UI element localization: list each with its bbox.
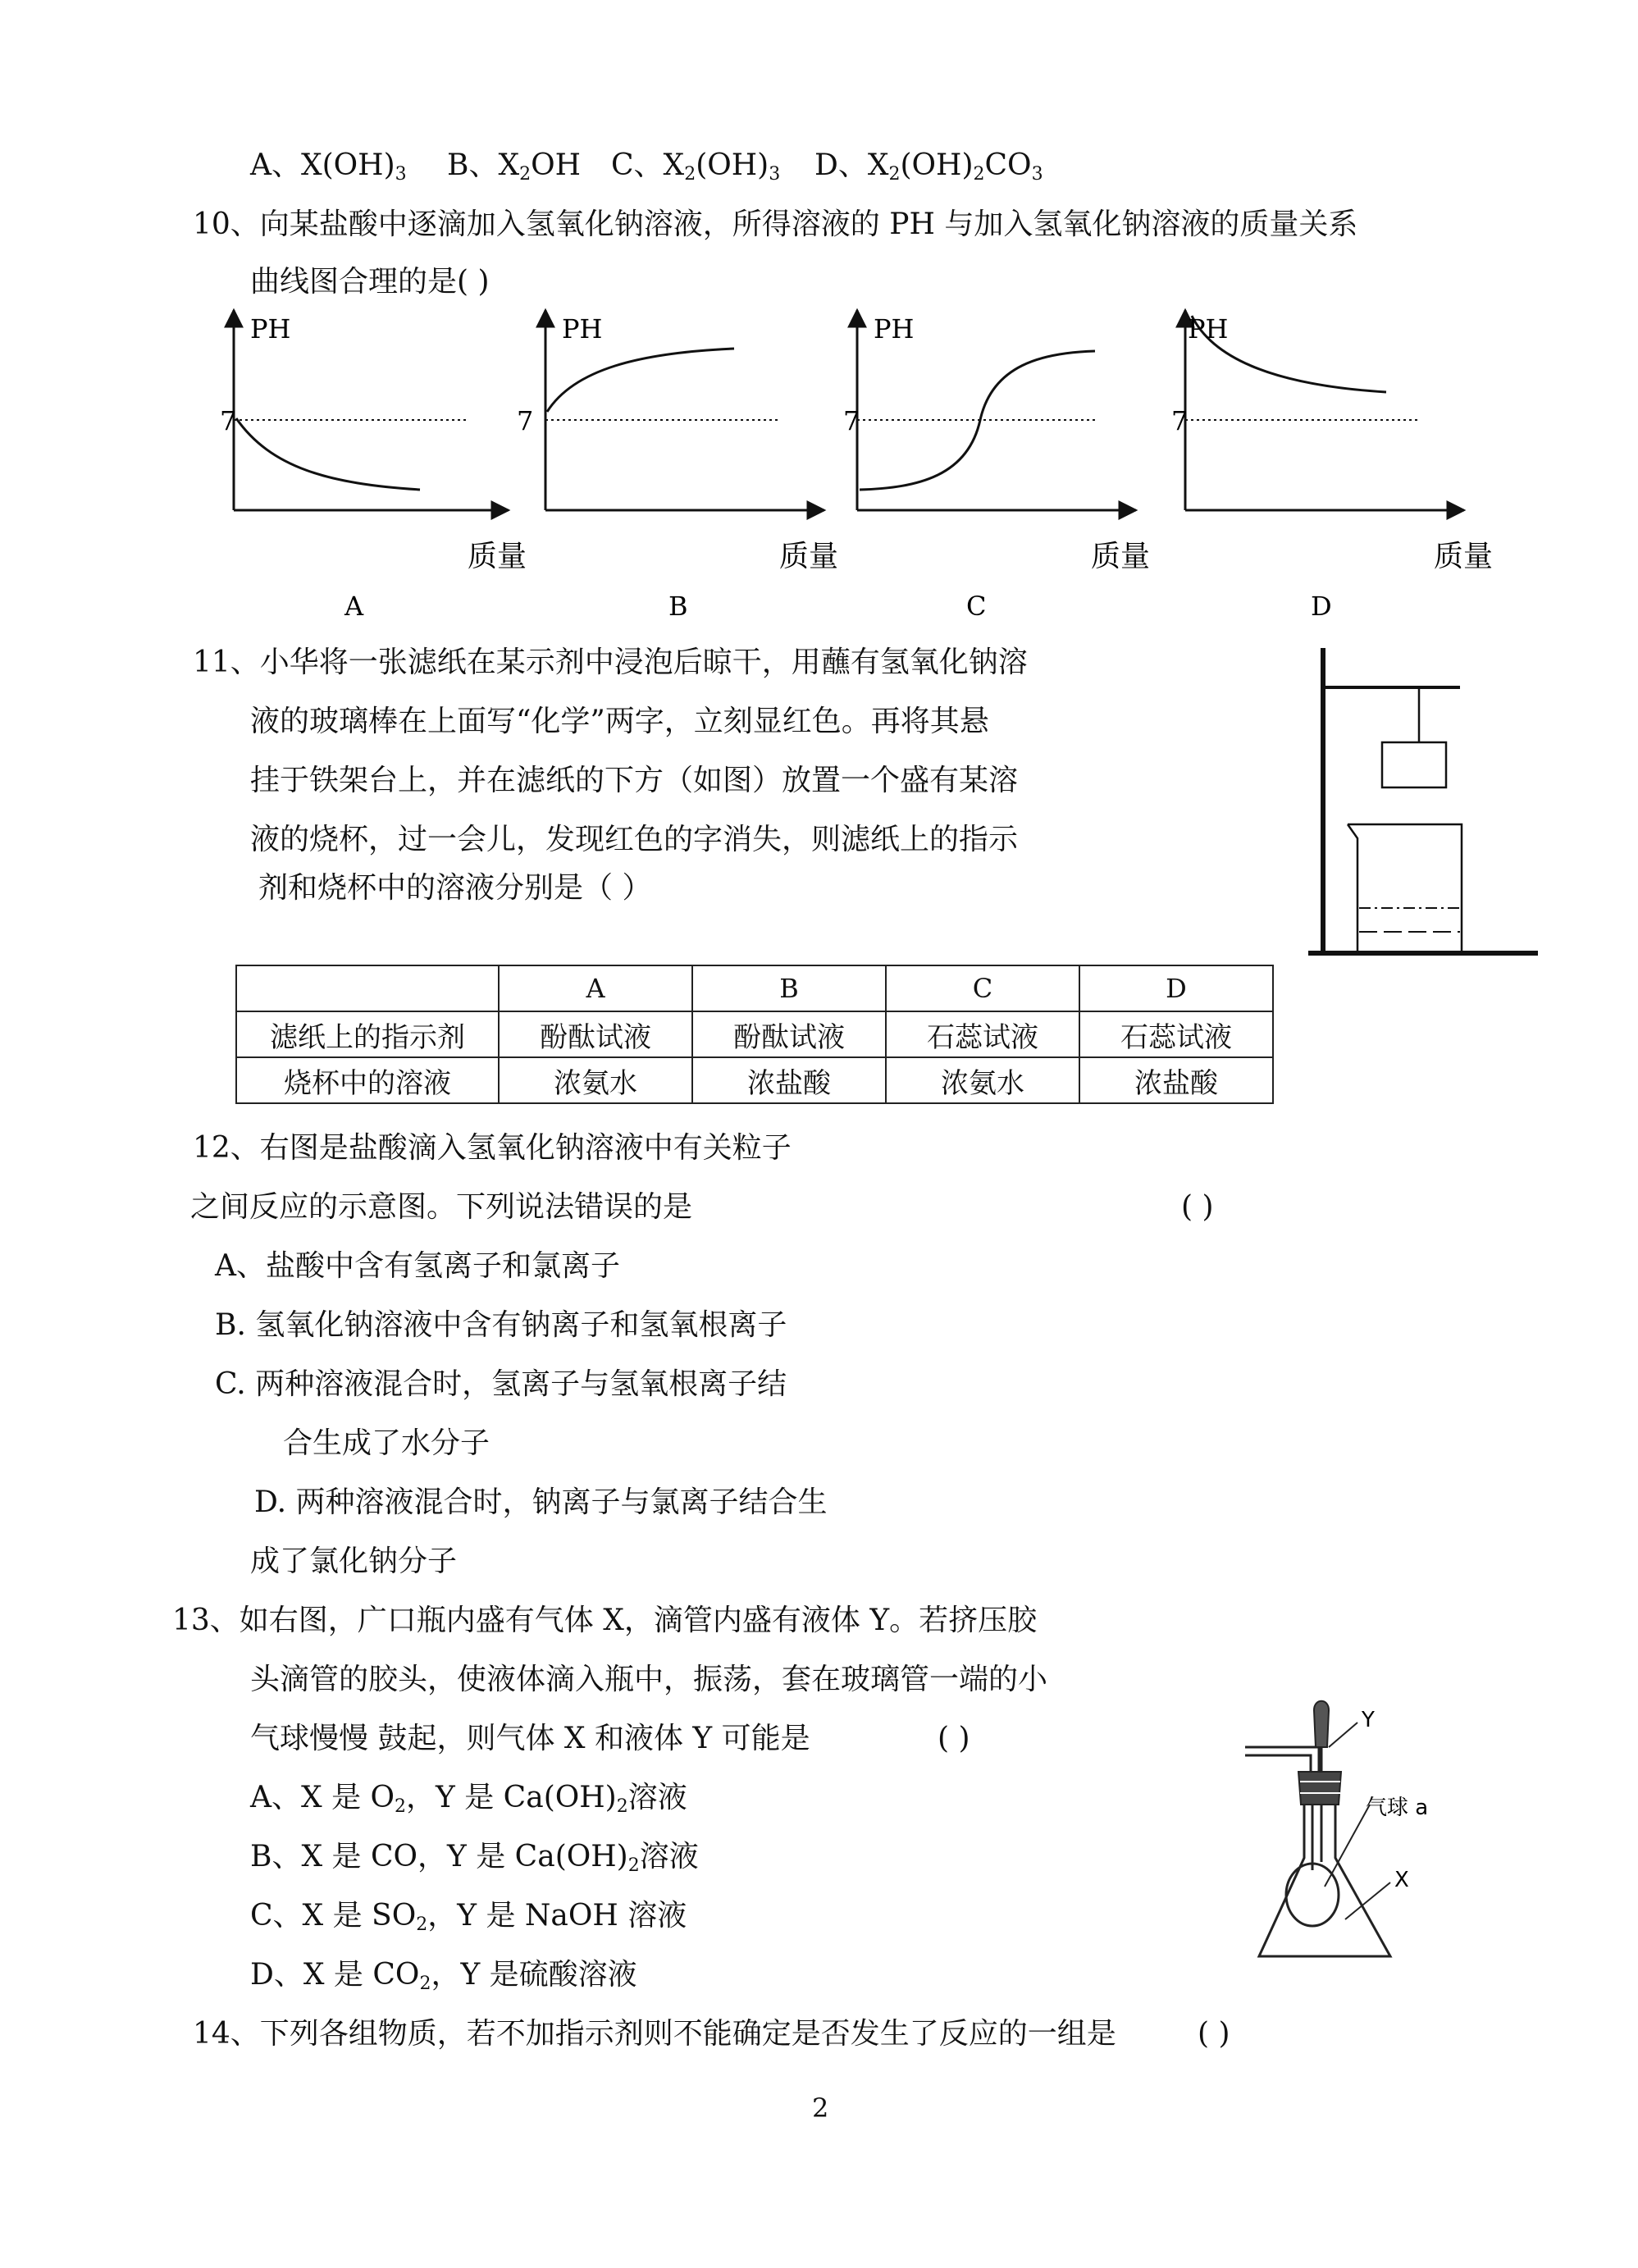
- leader-balloon: [1325, 1805, 1370, 1887]
- table-cell: B: [692, 965, 886, 1011]
- graph-c-letter: C: [966, 591, 987, 622]
- table-cell: 酚酞试液: [499, 1011, 692, 1057]
- graph-d-seven: 7: [1171, 405, 1189, 436]
- graph-a-curve: [236, 418, 420, 490]
- graph-b-y-label: PH: [562, 313, 603, 345]
- q12-option-c-line2: 合生成了水分子: [283, 1426, 490, 1460]
- q10-stem-line2: 曲线图合理的是( ): [250, 265, 490, 299]
- table-cell: 浓氨水: [499, 1057, 692, 1103]
- q14-stem: 14、下列各组物质，若不加指示剂则不能确定是否发生了反应的一组是: [193, 2017, 1116, 2051]
- q9-option-a: A、$X(OH)_3$: [250, 148, 407, 185]
- graph-d: [1171, 310, 1493, 622]
- graph-d-x-label: 质量: [1434, 540, 1494, 573]
- graph-a-letter: A: [344, 591, 364, 622]
- graph-a: [220, 310, 527, 622]
- q12-option-d-line1: D. 两种溶液混合时，钠离子与氯离子结合生: [254, 1485, 828, 1519]
- fig-label-balloon: 气球 a: [1366, 1796, 1429, 1820]
- graph-b-x-label: 质量: [779, 540, 839, 573]
- q11-stem-line1: 11、小华将一张滤纸在某示剂中浸泡后晾干，用蘸有氢氧化钠溶: [193, 646, 1028, 679]
- table-cell: 烧杯中的溶液: [236, 1057, 499, 1103]
- balloon-a: [1286, 1864, 1339, 1926]
- q11-stem-line5: 剂和烧杯中的溶液分别是（ ）: [258, 871, 652, 905]
- graph-c: [843, 310, 1150, 622]
- graph-c-x-label: 质量: [1091, 540, 1151, 573]
- filter-paper: [1382, 742, 1446, 787]
- fig-label-x: X: [1394, 1868, 1409, 1892]
- q10-stem-line1: 10、向某盐酸中逐滴加入氢氧化钠溶液，所得溶液的 PH 与加入氢氧化钠溶液的质量关系: [193, 208, 1358, 241]
- q12-option-a: A、盐酸中含有氢离子和氯离子: [215, 1249, 620, 1283]
- leader-y: [1329, 1723, 1357, 1747]
- q13-answer-paren: ( ): [938, 1722, 970, 1755]
- graph-c-seven: 7: [843, 405, 860, 436]
- flask-body: [1259, 1805, 1390, 1956]
- table-cell: [236, 965, 499, 1011]
- q13-stem-line2: 头滴管的胶头，使液体滴入瓶中，振荡，套在玻璃管一端的小: [250, 1663, 1048, 1696]
- fig-label-y: Y: [1362, 1708, 1375, 1732]
- q9-option-d: D、$X_2(OH)_2CO_3$: [814, 148, 1043, 185]
- q11-stem-line4: 液的烧杯，过一会儿，发现红色的字消失，则滤纸上的指示: [250, 823, 1019, 856]
- table-cell: 酚酞试液: [692, 1011, 886, 1057]
- table-cell: A: [499, 965, 692, 1011]
- q13-stem-line3: 气球慢慢 鼓起，则气体 X 和液体 Y 可能是: [250, 1722, 810, 1755]
- graph-a-seven: 7: [220, 405, 237, 436]
- table-cell: C: [886, 965, 1079, 1011]
- dropper-bulb: [1314, 1701, 1329, 1747]
- q12-option-d-line2: 成了氯化钠分子: [250, 1545, 458, 1578]
- table-cell: D: [1079, 965, 1273, 1011]
- table-cell: 浓盐酸: [1079, 1057, 1273, 1103]
- glass-tube: [1245, 1747, 1319, 1772]
- table-cell: 石蕊试液: [1079, 1011, 1273, 1057]
- q13-stem-line1: 13、如右图，广口瓶内盛有气体 X，滴管内盛有液体 Y。若挤压胶: [172, 1604, 1038, 1637]
- table-cell: 石蕊试液: [886, 1011, 1079, 1057]
- table-cell: 浓盐酸: [692, 1057, 886, 1103]
- graph-d-y-label: PH: [1188, 313, 1229, 345]
- q12-option-b: B. 氢氧化钠溶液中含有钠离子和氢氧根离子: [215, 1308, 787, 1342]
- q11-answer-table: [235, 965, 1274, 1104]
- q12-stem-line2: 之间反应的示意图。下列说法错误的是: [190, 1190, 693, 1224]
- q12-stem-line1: 12、右图是盐酸滴入氢氧化钠溶液中有关粒子: [193, 1131, 792, 1165]
- q9-option-c: C、$X_2(OH)_3$: [611, 148, 781, 185]
- q13-option-a: A、X 是 $O_2$，Y 是 $Ca(OH)_2$溶液: [250, 1781, 687, 1817]
- iron-stand-figure: [1296, 640, 1542, 968]
- q12-answer-paren: ( ): [1181, 1190, 1214, 1224]
- q14-answer-paren: ( ): [1198, 2017, 1230, 2051]
- graph-b-curve: [547, 349, 734, 412]
- beaker: [1348, 824, 1462, 953]
- q12-option-c-line1: C. 两种溶液混合时，氢离子与氢氧根离子结: [215, 1367, 787, 1401]
- table-cell: 浓氨水: [886, 1057, 1079, 1103]
- graph-a-x-label: 质量: [468, 540, 527, 573]
- q9-option-b: B、$X_2OH$: [447, 148, 582, 185]
- graph-b-seven: 7: [517, 405, 534, 436]
- q11-stem-line2: 液的玻璃棒在上面写“化学”两字，立刻显红色。再将其悬: [250, 705, 989, 738]
- page-number: 2: [812, 2092, 829, 2124]
- graph-d-letter: D: [1311, 591, 1332, 622]
- q13-option-d: D、X 是 $CO_2$，Y 是硫酸溶液: [250, 1958, 637, 1994]
- table-row: [236, 1011, 1273, 1057]
- flask-balloon-figure: [1234, 1694, 1448, 1956]
- q11-stem-line3: 挂于铁架台上，并在滤纸的下方（如图）放置一个盛有某溶: [250, 764, 1019, 797]
- stopper: [1298, 1772, 1341, 1805]
- table-row: [236, 1057, 1273, 1103]
- table-row: [236, 965, 1273, 1011]
- graph-a-y-label: PH: [250, 313, 291, 345]
- q13-option-b: B、X 是 CO，Y 是 $Ca(OH)_2$溶液: [250, 1840, 699, 1876]
- graph-b: [517, 310, 838, 622]
- graph-b-letter: B: [668, 591, 688, 622]
- graph-c-y-label: PH: [874, 313, 915, 345]
- table-cell: 滤纸上的指示剂: [236, 1011, 499, 1057]
- q13-option-c: C、X 是 $SO_2$，Y 是 NaOH 溶液: [250, 1899, 687, 1935]
